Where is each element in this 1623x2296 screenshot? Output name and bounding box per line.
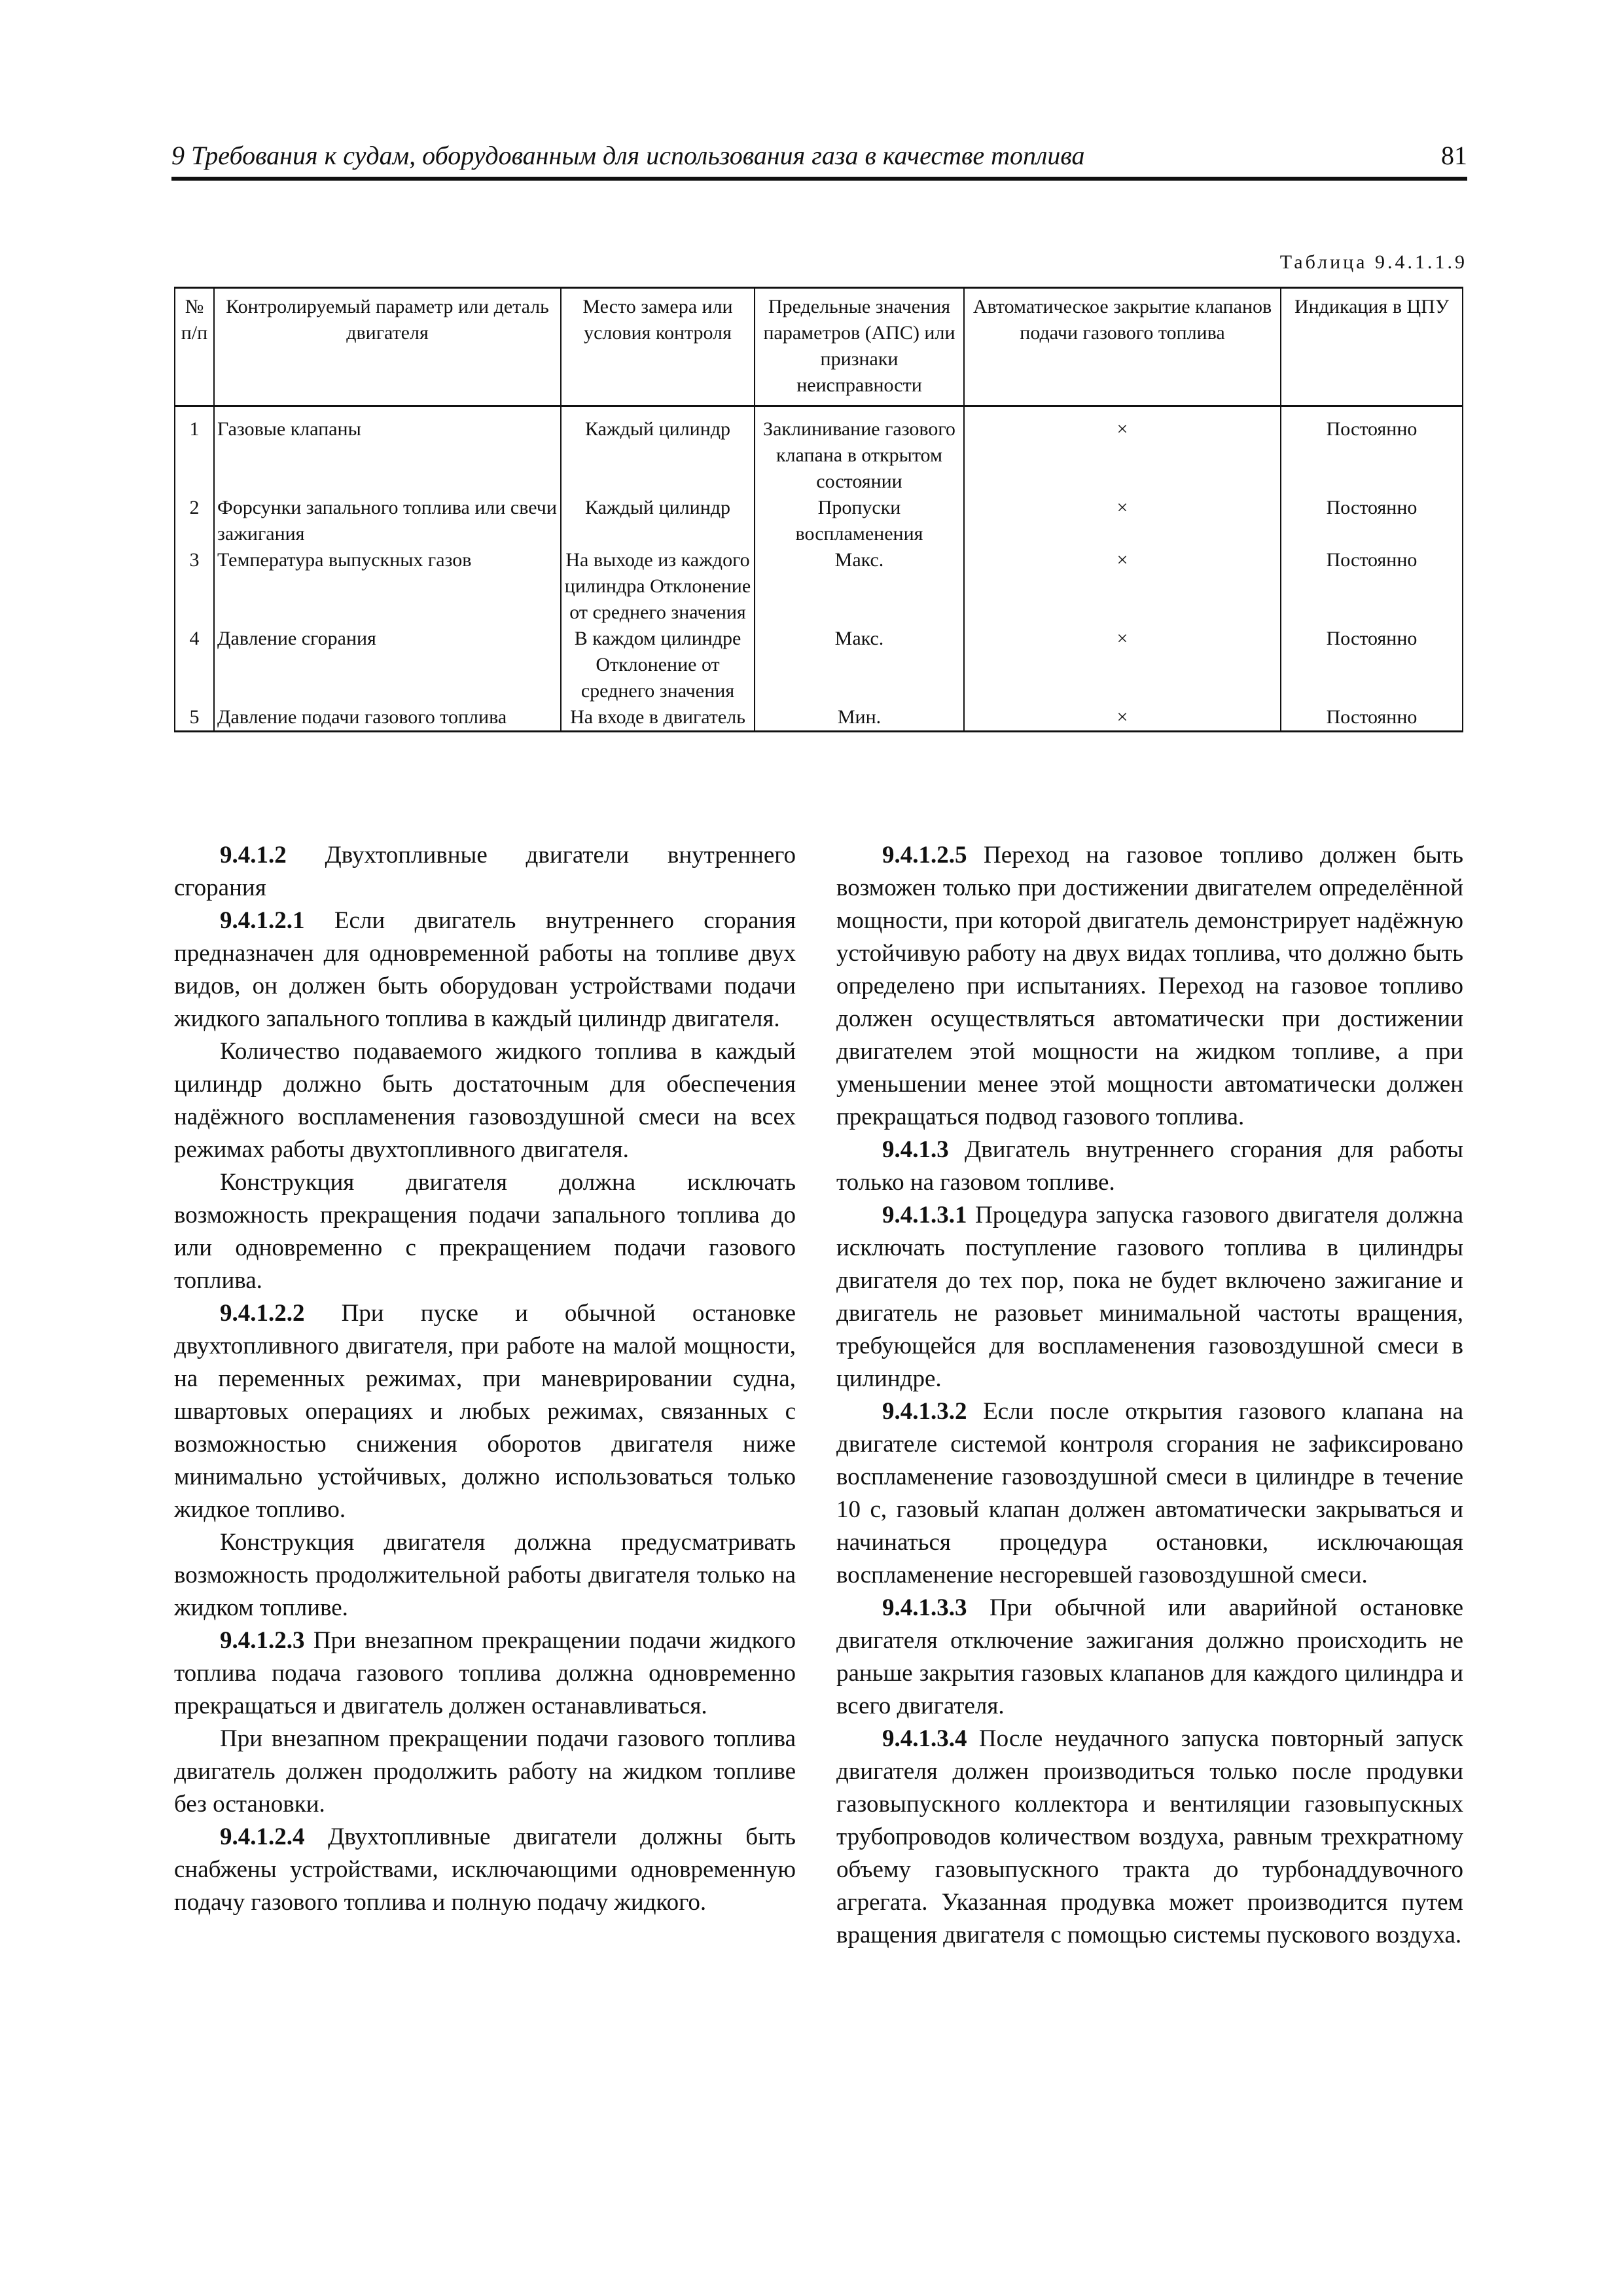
- paragraph: [174, 1297, 796, 1526]
- row-number: 1: [175, 406, 214, 495]
- row-indication: Постоянно: [1281, 704, 1463, 732]
- paragraph-text: Двухтопливные двигатели внутреннего сгорания: [174, 842, 796, 901]
- row-place: На входе в двигатель: [561, 704, 755, 732]
- row-parameter: Форсунки запального топлива или свечи зажигания: [214, 495, 561, 547]
- paragraph-text: При пуске и обычной остановке двухтопливного двигателя, при работе на малой мощности, на переменных режимах, при маневрировании судна, швартовых операциях и любых режимах, связанных с возможностью снижения оборотов двигателя ниже минимально устойчивых, должно использоваться только жидкое топливо.: [174, 1300, 796, 1523]
- paragraph: [174, 905, 796, 1035]
- paragraph: [836, 1199, 1463, 1395]
- paragraph-text: Переход на газовое топливо должен быть возможен только при достижении двигателем определённой мощности, при которой двигатель демонстрирует надёжную устойчивую работу на двух видах топлива, что должно быть определено при испытаниях. Переход на газовое топливо должен осуществляться автоматически при достижении двигателем этой мощности на жидком топливе, а при уменьшении менее этой мощности автоматически должен прекращаться подвод газового топлива.: [836, 842, 1463, 1130]
- clause-number: 9.4.1.3.2: [882, 1398, 967, 1425]
- clause-number: 9.4.1.3.1: [882, 1202, 967, 1229]
- column-header: № п/п: [175, 288, 214, 406]
- clause-number: 9.4.1.3.3: [882, 1594, 967, 1621]
- table-row: [175, 406, 1463, 495]
- row-number: 3: [175, 547, 214, 626]
- chapter-title: 9 Требования к судам, оборудованным для использования газа в качестве топлива: [171, 141, 1085, 170]
- paragraph: [174, 1624, 796, 1723]
- clause-number: 9.4.1.2.1: [220, 907, 305, 934]
- row-parameter: Давление сгорания: [214, 626, 561, 704]
- header-rule: [171, 177, 1467, 181]
- clause-number: 9.4.1.2.4: [220, 1823, 305, 1850]
- paragraph-text: Двухтопливные двигатели должны быть снабжены устройствами, исключающими одновременную подачу газового топлива и полную подачу жидкого.: [174, 1823, 796, 1916]
- paragraph-text: После неудачного запуска повторный запуск двигателя должен производиться только после продувки газовыпускного коллектора и вентиляции газовыпускных трубопроводов количеством воздуха, равным трехкратному объему газовыпускного тракта до турбонаддувочного агрегата. Указанная продувка может производится путем вращения двигателя с помощью системы пускового воздуха.: [836, 1725, 1463, 1948]
- paragraph-text: Конструкция двигателя должна предусматривать возможность продолжительной работы двигателя только на жидком топливе.: [174, 1529, 796, 1621]
- paragraph: [836, 1134, 1463, 1199]
- row-number: 4: [175, 626, 214, 704]
- page-number: 81: [1441, 141, 1467, 170]
- row-indication: Постоянно: [1281, 406, 1463, 495]
- table-header-row: [175, 288, 1463, 406]
- row-place: В каждом цилиндре Отклонение от среднего значения: [561, 626, 755, 704]
- row-parameter: Температура выпускных газов: [214, 547, 561, 626]
- left-text-column: [174, 839, 796, 1919]
- table-caption: Таблица 9.4.1.1.9: [1279, 251, 1467, 273]
- row-limit: Заклинивание газового клапана в открытом состоянии: [755, 406, 964, 495]
- row-number: 2: [175, 495, 214, 547]
- table-row: [175, 547, 1463, 626]
- paragraph-text: Если двигатель внутреннего сгорания предназначен для одновременной работы на топливе двух видов, он должен быть оборудован устройствами подачи жидкого запального топлива в каждый цилиндр двигателя.: [174, 907, 796, 1032]
- row-place: Каждый цилиндр: [561, 495, 755, 547]
- paragraph: [174, 1821, 796, 1919]
- paragraph: [836, 1395, 1463, 1592]
- paragraph: [836, 1723, 1463, 1952]
- row-indication: Постоянно: [1281, 626, 1463, 704]
- paragraph: [174, 1723, 796, 1821]
- paragraph: [174, 839, 796, 905]
- row-parameter: Газовые клапаны: [214, 406, 561, 495]
- paragraph-text: Конструкция двигателя должна исключать возможность прекращения подачи запального топлива до или одновременно с прекращением подачи газового топлива.: [174, 1169, 796, 1294]
- column-header: Контролируемый параметр или деталь двигателя: [214, 288, 561, 406]
- paragraph: [174, 1166, 796, 1297]
- paragraph: [174, 1526, 796, 1624]
- clause-number: 9.4.1.2: [220, 842, 287, 869]
- right-text-column: [836, 839, 1463, 1952]
- clause-number: 9.4.1.2.2: [220, 1300, 305, 1327]
- paragraph-text: Количество подаваемого жидкого топлива в каждый цилиндр должно быть достаточным для обеспечения надёжного воспламенения газовоздушной смеси на всех режимах работы двухтопливного двигателя.: [174, 1038, 796, 1163]
- paragraph: [174, 1035, 796, 1166]
- column-header: Автоматическое закрытие клапанов подачи газового топлива: [964, 288, 1281, 406]
- row-place: Каждый цилиндр: [561, 406, 755, 495]
- paragraph-text: При обычной или аварийной остановке двигателя отключение зажигания должно происходить не раньше закрытия газовых клапанов для каждого цилиндра и всего двигателя.: [836, 1594, 1463, 1719]
- column-header: Место замера или условия контроля: [561, 288, 755, 406]
- column-header: Предельные значения параметров (АПС) или признаки неисправности: [755, 288, 964, 406]
- row-limit: Макс.: [755, 626, 964, 704]
- row-auto-close: ×: [964, 704, 1281, 732]
- row-auto-close: ×: [964, 406, 1281, 495]
- paragraph-text: Если после открытия газового клапана на двигателе системой контроля сгорания не зафиксировано воспламенение газовоздушной смеси в цилиндре в течение 10 с, газовый клапан должен автоматически закрываться и начинаться процедура остановки, исключающая воспламенение несгоревшей газовоздушной смеси.: [836, 1398, 1463, 1588]
- clause-number: 9.4.1.2.5: [882, 842, 967, 869]
- clause-number: 9.4.1.3: [882, 1136, 949, 1163]
- paragraph: [836, 839, 1463, 1134]
- row-place: На выходе из каждого цилиндра Отклонение от среднего значения: [561, 547, 755, 626]
- paragraph-text: Двигатель внутреннего сгорания для работы только на газовом топливе.: [836, 1136, 1463, 1196]
- row-indication: Постоянно: [1281, 495, 1463, 547]
- row-auto-close: ×: [964, 547, 1281, 626]
- row-limit: Пропуски воспламенения: [755, 495, 964, 547]
- table-row: [175, 495, 1463, 547]
- table-row: [175, 704, 1463, 732]
- paragraph-text: При внезапном прекращении подачи газового топлива двигатель должен продолжить работу на жидком топливе без остановки.: [174, 1725, 796, 1818]
- row-limit: Макс.: [755, 547, 964, 626]
- row-limit: Мин.: [755, 704, 964, 732]
- row-parameter: Давление подачи газового топлива: [214, 704, 561, 732]
- clause-number: 9.4.1.2.3: [220, 1627, 305, 1654]
- column-header: Индикация в ЦПУ: [1281, 288, 1463, 406]
- row-indication: Постоянно: [1281, 547, 1463, 626]
- table-row: [175, 626, 1463, 704]
- paragraph-text: При внезапном прекращении подачи жидкого топлива подача газового топлива должна одновременно прекращаться и двигатель должен останавливаться.: [174, 1627, 796, 1719]
- row-number: 5: [175, 704, 214, 732]
- clause-number: 9.4.1.3.4: [882, 1725, 967, 1752]
- paragraph: [836, 1592, 1463, 1723]
- paragraph-text: Процедура запуска газового двигателя должна исключать поступление газового топлива в цилиндры двигателя до тех пор, пока не будет включено зажигание и двигатель не разовьет минимальной частоты вращения, требующейся для воспламенения газовоздушной смеси в цилиндре.: [836, 1202, 1463, 1392]
- row-auto-close: ×: [964, 626, 1281, 704]
- running-header: [171, 140, 1467, 177]
- row-auto-close: ×: [964, 495, 1281, 547]
- parameters-table: [174, 287, 1463, 732]
